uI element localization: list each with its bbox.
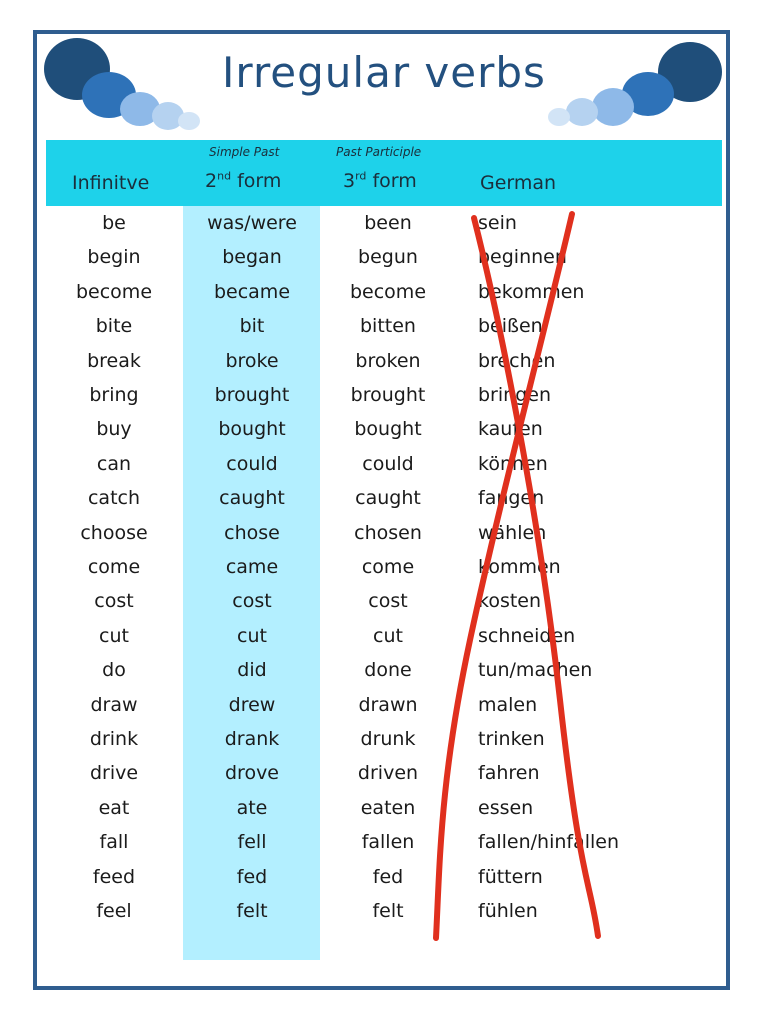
header-second-form-word: form	[237, 170, 282, 192]
infinitive-cell: cost	[94, 590, 134, 613]
third-form-cell: become	[349, 280, 427, 303]
german-cell: fangen	[478, 487, 545, 510]
third-form-cell: eaten	[360, 796, 416, 819]
third-form-cell: drawn	[358, 693, 418, 716]
infinitive-cell: come	[87, 556, 141, 578]
second-form-cell: bit	[239, 315, 265, 338]
header-third-form-number: 3	[343, 170, 356, 192]
second-form-cell: caught	[219, 487, 285, 510]
infinitive-cell: draw	[90, 693, 138, 716]
german-cell: kaufen	[478, 418, 543, 441]
infinitive-cell: cut	[99, 624, 129, 647]
header-third-form-word: form	[372, 170, 417, 192]
second-form-cell: could	[226, 452, 278, 475]
german-cell: kosten	[478, 590, 542, 613]
header-infinitive: Infinitve	[72, 172, 150, 194]
third-form-cell: chosen	[354, 521, 422, 544]
second-form-cell: was/were	[207, 212, 297, 234]
infinitive-cell: can	[96, 452, 132, 475]
header-second-form-number: 2	[205, 170, 218, 192]
infinitive-cell: feel	[96, 900, 132, 922]
second-form-cell: broke	[225, 349, 279, 372]
infinitive-cell: drink	[89, 728, 139, 750]
german-cell: fallen/hinfallen	[478, 831, 620, 854]
infinitive-cell: buy	[96, 418, 132, 441]
header-simple-past: Simple Past	[209, 145, 280, 159]
second-form-cell: came	[225, 556, 279, 578]
infinitive-cell: choose	[80, 521, 148, 544]
second-form-cell: began	[222, 246, 282, 269]
german-cell: trinken	[478, 728, 545, 750]
infinitive-cell: do	[102, 659, 126, 682]
header-past-participle: Past Participle	[336, 145, 422, 159]
second-form-cell: brought	[214, 384, 290, 406]
infinitive-cell: eat	[98, 796, 130, 819]
infinitive-cell: feed	[92, 865, 136, 888]
third-form-cell: felt	[372, 900, 404, 922]
infinitive-cell: fall	[99, 831, 129, 854]
german-cell: brechen	[478, 349, 556, 372]
third-form-cell: drunk	[360, 728, 416, 750]
german-cell: sein	[478, 212, 517, 234]
german-cell: füttern	[478, 865, 543, 888]
second-form-cell: drew	[228, 693, 276, 716]
second-form-cell: cut	[237, 624, 267, 647]
infinitive-cell: become	[75, 280, 153, 303]
header-second-form-suffix: nd	[217, 169, 232, 183]
second-form-cell: felt	[236, 900, 268, 922]
third-form-cell: bitten	[360, 315, 416, 338]
german-cell: essen	[478, 796, 534, 819]
german-cell: beginnen	[478, 246, 567, 269]
infinitive-cell: break	[87, 349, 141, 372]
german-cell: schneiden	[478, 624, 576, 647]
german-cell: bekommen	[478, 280, 585, 303]
third-form-cell: begun	[358, 246, 418, 269]
infinitive-cell: begin	[87, 246, 141, 269]
german-cell: fahren	[478, 762, 540, 785]
third-form-cell: done	[364, 659, 412, 682]
german-cell: beißen	[478, 315, 543, 338]
german-cell: können	[478, 452, 548, 475]
second-form-cell: drove	[224, 762, 279, 785]
third-form-cell: driven	[357, 762, 419, 785]
third-form-cell: caught	[355, 487, 421, 510]
german-cell: wählen	[478, 521, 547, 544]
third-form-cell: broken	[355, 349, 421, 372]
second-form-cell: bought	[218, 418, 286, 441]
third-form-cell: fed	[372, 865, 404, 888]
third-form-cell: come	[361, 556, 415, 578]
second-form-cell: did	[237, 659, 267, 682]
second-form-cell: drank	[224, 728, 280, 750]
infinitive-cell: bite	[95, 315, 133, 338]
second-form-cell: fell	[237, 831, 267, 854]
infinitive-cell: drive	[89, 762, 139, 785]
second-form-cell: became	[213, 280, 291, 303]
third-form-cell: cost	[368, 590, 408, 613]
third-form-cell: fallen	[361, 831, 415, 854]
third-form-cell: bought	[354, 418, 422, 441]
header-third-form-suffix: rd	[355, 169, 367, 183]
page-title: Irregular verbs	[222, 48, 546, 97]
german-cell: fühlen	[478, 900, 538, 922]
header-german: German	[480, 172, 557, 194]
infinitive-cell: be	[102, 212, 126, 234]
second-form-cell: cost	[232, 590, 272, 613]
infinitive-cell: catch	[87, 487, 141, 510]
second-form-cell: ate	[236, 796, 268, 819]
third-form-cell: could	[362, 452, 414, 475]
german-cell: tun/machen	[478, 659, 593, 682]
german-cell: bringen	[478, 384, 551, 406]
german-cell: malen	[478, 693, 538, 716]
second-form-cell: fed	[236, 865, 268, 888]
german-cell: kommen	[478, 556, 561, 578]
third-form-cell: been	[364, 212, 412, 234]
infinitive-cell: bring	[89, 384, 139, 406]
second-form-cell: chose	[224, 521, 280, 544]
third-form-cell: cut	[373, 624, 403, 647]
third-form-cell: brought	[350, 384, 426, 406]
